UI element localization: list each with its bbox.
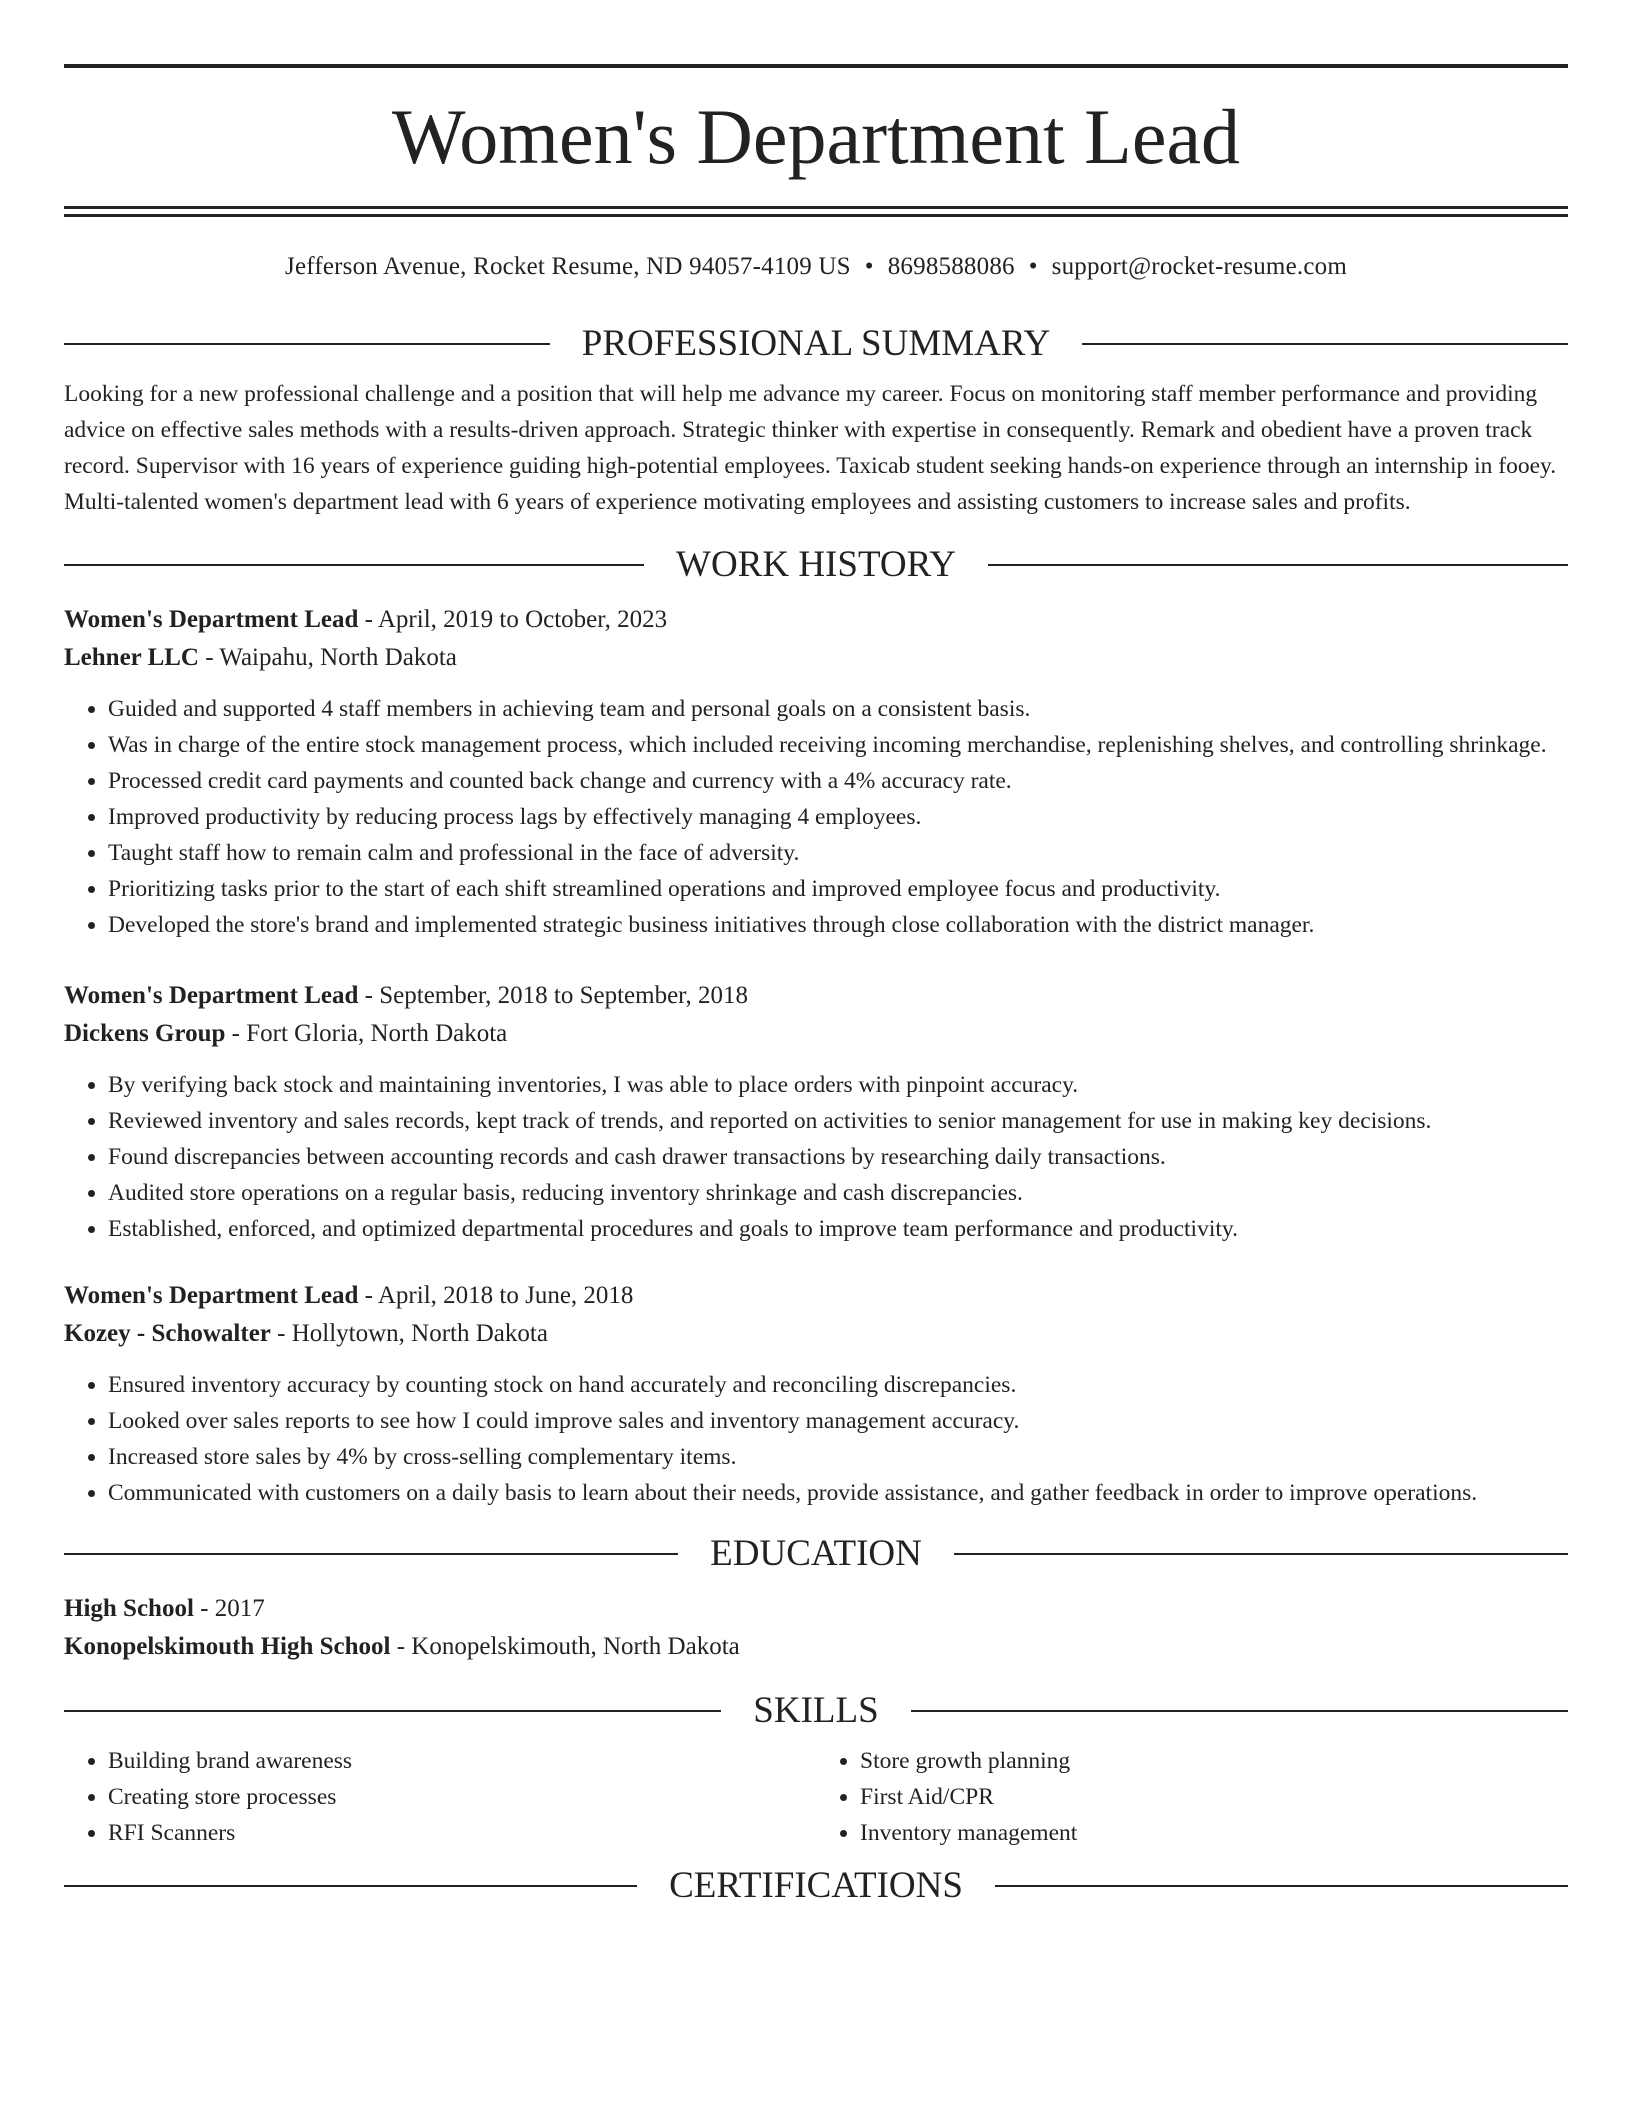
list-item: • Was in charge of the entire stock management process, which included receiving incoming merchandise, replenishing shelves, and controlling shrinkage. <box>108 727 1568 763</box>
section-title-summary: PROFESSIONAL SUMMARY <box>581 323 1051 364</box>
job-title: Women's Department Lead <box>64 982 359 1009</box>
education-school-line <box>64 1628 1568 1666</box>
list-item: • Communicated with customers on a daily basis to learn about their needs, provide assistance, and gather feedback in order to improve operations. <box>108 1475 1568 1511</box>
skill-item: • Inventory management <box>860 1815 1568 1851</box>
resume-name: Women's Department Lead <box>391 93 1241 180</box>
list-item: • Taught staff how to remain calm and professional in the face of adversity. <box>108 835 1568 871</box>
job-bullets <box>64 1367 1568 1511</box>
contact-email[interactable]: support@rocket-resume.com <box>1051 253 1347 280</box>
list-item: • Looked over sales reports to see how I could improve sales and inventory management accuracy. <box>108 1403 1568 1439</box>
contact-separator: • <box>1028 253 1038 280</box>
section-rule-right <box>954 1553 1568 1555</box>
section-title-certifications: CERTIFICATIONS <box>669 1865 963 1906</box>
job-company-line <box>64 1015 1568 1053</box>
job-title: Women's Department Lead <box>64 1282 359 1309</box>
job-location: - Hollytown, North Dakota <box>270 1320 548 1347</box>
contact-separator: • <box>864 253 874 280</box>
job-company: Kozey - Schowalter <box>64 1320 271 1347</box>
section-rule-left <box>64 1553 678 1555</box>
summary-text: Looking for a new professional challenge and a position that will help me advance my career. Focus on monitoring staff member performance and providing advice on effective sales methods with a results-driven approach. Strategic thinker with expertise in consequently. Remark and obedient have a proven track record. Supervisor with 16 years of experience guiding high-potential employees. Taxicab student seeking hands-on experience through an internship in fooey. Multi-talented women's department lead with 6 years of experience motivating employees and assisting customers to increase sales and profits. <box>64 381 1557 515</box>
job-title-line <box>64 1277 1568 1315</box>
job-bullets <box>64 1067 1568 1247</box>
list-item: • Found discrepancies between accounting records and cash drawer transactions by researching daily transactions. <box>108 1139 1568 1175</box>
header-top-rule <box>64 64 1568 68</box>
section-rule-right <box>911 1710 1568 1712</box>
job-title-line <box>64 601 1568 639</box>
job-title-line <box>64 977 1568 1015</box>
list-item: • Ensured inventory accuracy by counting stock on hand accurately and reconciling discrepancies. <box>108 1367 1568 1403</box>
list-item: • Audited store operations on a regular basis, reducing inventory shrinkage and cash discrepancies. <box>108 1175 1568 1211</box>
list-item: • Established, enforced, and optimized departmental procedures and goals to improve team performance and productivity. <box>108 1211 1568 1247</box>
section-rule-left <box>64 343 550 345</box>
skills-column-right <box>816 1743 1568 1851</box>
section-title-education: EDUCATION <box>710 1533 922 1574</box>
job-bullets <box>64 691 1568 943</box>
education-degree: High School <box>64 1595 194 1622</box>
section-header-summary <box>64 325 1568 362</box>
skills-column-left <box>64 1743 816 1851</box>
job-location: - Waipahu, North Dakota <box>198 644 457 671</box>
education-entry <box>64 1590 1568 1666</box>
list-item: • Reviewed inventory and sales records, kept track of trends, and reported on activities to senior management for use in making key decisions. <box>108 1103 1568 1139</box>
education-year: - 2017 <box>193 1595 265 1622</box>
section-title-skills: SKILLS <box>753 1690 879 1731</box>
list-item: • Guided and supported 4 staff members in achieving team and personal goals on a consistent basis. <box>108 691 1568 727</box>
contact-phone: 8698588086 <box>887 253 1015 280</box>
list-item: • Prioritizing tasks prior to the start of each shift streamlined operations and improved employee focus and productivity. <box>108 871 1568 907</box>
section-rule-left <box>64 564 644 566</box>
job-entry <box>64 1277 1568 1511</box>
contact-address: Jefferson Avenue, Rocket Resume, ND 94057-4109 US <box>285 253 851 280</box>
section-header-work <box>64 546 1568 583</box>
skill-item: • Store growth planning <box>860 1743 1568 1779</box>
list-item: • Developed the store's brand and implemented strategic business initiatives through close collaboration with the district manager. <box>108 907 1568 943</box>
list-item: • Increased store sales by 4% by cross-selling complementary items. <box>108 1439 1568 1475</box>
job-location: - Fort Gloria, North Dakota <box>225 1020 508 1047</box>
job-entry <box>64 977 1568 1247</box>
list-item: • Processed credit card payments and counted back change and currency with a 4% accuracy rate. <box>108 763 1568 799</box>
skill-item: • First Aid/CPR <box>860 1779 1568 1815</box>
section-rule-left <box>64 1885 637 1887</box>
header-double-rule <box>64 206 1568 217</box>
section-rule-right <box>1082 343 1568 345</box>
section-rule-left <box>64 1710 721 1712</box>
job-company-line <box>64 639 1568 677</box>
section-rule-right <box>988 564 1568 566</box>
list-item: • Improved productivity by reducing process lags by effectively managing 4 employees. <box>108 799 1568 835</box>
job-entry <box>64 601 1568 943</box>
education-degree-line <box>64 1590 1568 1628</box>
job-company: Lehner LLC <box>64 644 199 671</box>
skill-item: • RFI Scanners <box>108 1815 816 1851</box>
list-item: • By verifying back stock and maintaining inventories, I was able to place orders with pinpoint accuracy. <box>108 1067 1568 1103</box>
section-header-skills <box>64 1692 1568 1729</box>
section-rule-right <box>995 1885 1568 1887</box>
section-header-certifications <box>64 1867 1568 1904</box>
skill-item: • Creating store processes <box>108 1779 816 1815</box>
job-title: Women's Department Lead <box>64 606 359 633</box>
education-school: Konopelskimouth High School <box>64 1633 391 1660</box>
job-company-line <box>64 1315 1568 1353</box>
contact-line <box>64 253 1568 281</box>
job-dates: - September, 2018 to September, 2018 <box>358 982 749 1009</box>
skills-list <box>64 1743 1568 1851</box>
education-location: - Konopelskimouth, North Dakota <box>390 1633 740 1660</box>
job-dates: - April, 2018 to June, 2018 <box>358 1282 634 1309</box>
skill-item: • Building brand awareness <box>108 1743 816 1779</box>
section-title-work: WORK HISTORY <box>676 544 956 585</box>
job-dates: - April, 2019 to October, 2023 <box>358 606 668 633</box>
section-header-education <box>64 1535 1568 1572</box>
job-company: Dickens Group <box>64 1020 226 1047</box>
